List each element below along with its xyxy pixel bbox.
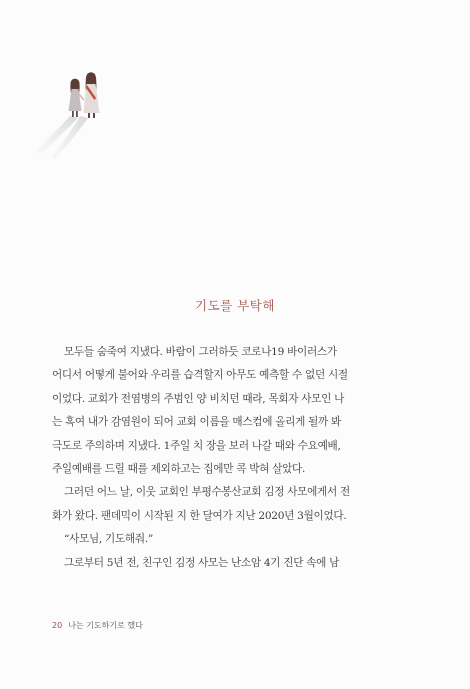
text-line: 극도로 주의하며 지냈다. 1주일 치 장을 보러 나갈 때와 수요예배,: [52, 439, 341, 452]
text-line: 화가 왔다. 팬데믹이 시작된 지 한 달여가 지난 2020년 3월이었다.: [52, 509, 347, 522]
text-line: 모두들 숨죽여 지냈다. 바람이 그러하듯 코로나19 바이러스가: [64, 346, 337, 358]
text-line: 어디서 어떻게 불어와 우리를 습격할지 아무도 예측할 수 없던 시절: [52, 369, 348, 382]
page-number: 20: [52, 621, 63, 630]
woman-figure: [84, 72, 100, 118]
girl-figure: [69, 79, 85, 117]
body-text: [52, 341, 397, 575]
chapter-title: 기도를 부탁해: [195, 298, 275, 313]
two-women-silhouette-illustration: [28, 58, 138, 168]
text-line: 그로부터 5년 전, 친구인 김정 사모는 난소암 4기 진단 속에 남: [64, 556, 340, 569]
page-footer: [52, 620, 143, 631]
book-title: 나는 기도하기로 했다: [68, 621, 143, 630]
quote-line: “사모님, 기도해줘.”: [64, 533, 153, 546]
text-line: 는 혹여 내가 감염원이 되어 교회 이름을 매스컴에 올리게 될까 봐: [52, 416, 341, 429]
text-line: 이었다. 교회가 전염병의 주범인 양 비치던 때라, 목회자 사모인 나: [52, 392, 345, 405]
shadow: [37, 116, 88, 159]
text-line: 그러던 어느 날, 이웃 교회인 부평수봉산교회 김정 사모에게서 전: [64, 486, 350, 499]
text-line: 주일예배를 드릴 때를 제외하고는 집에만 콕 박혀 살았다.: [52, 462, 306, 475]
